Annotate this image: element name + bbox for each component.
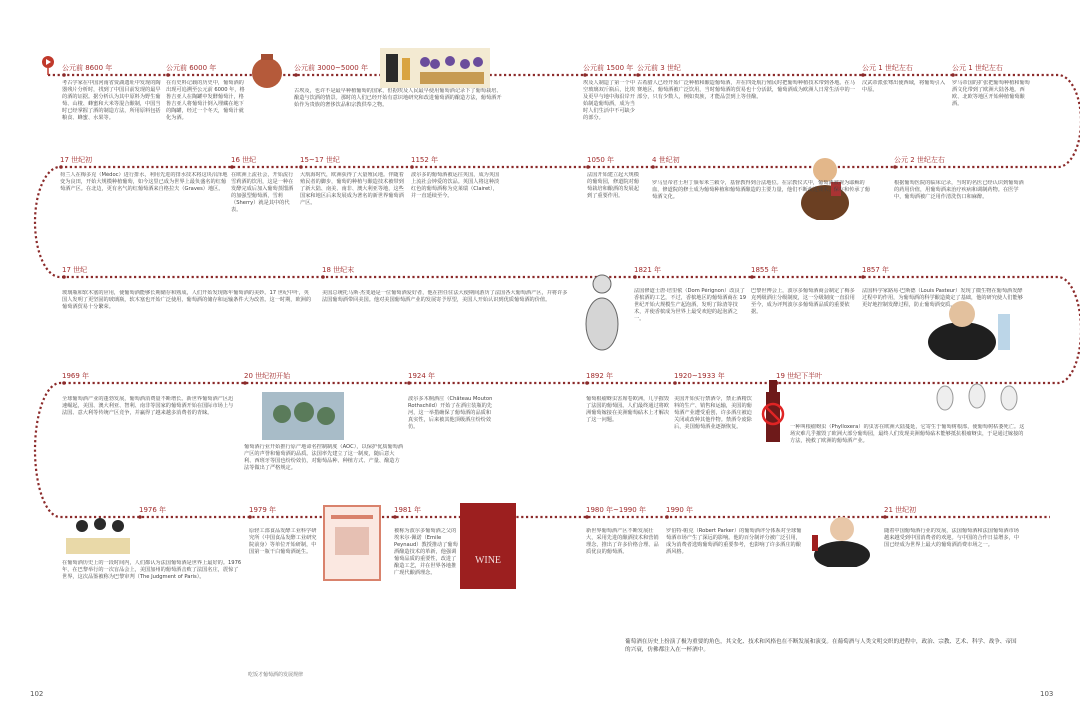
- phylloxera-insect-icon: [925, 372, 1025, 422]
- event-label: 1990 年: [666, 506, 694, 514]
- event-label: 1980 年~1990 年: [586, 506, 646, 514]
- event-text: 随着中国葡萄酒行业的发展，法国葡萄酒和法国葡萄酒市场越来越受到中国消费者的欢迎。与中国的合作日益增多，中国已经成为世界上最大的葡萄酒消费市场之一。: [884, 528, 1019, 548]
- event-text: 大航海时代，欧洲获得了大量殖民地。伴随着殖民者的脚步，葡萄的种植与酿造技术被带到了新大陆、南美、南非、澳大利亚等地，这些国家和地区后来发展成为著名的新世界葡萄酒产区。: [300, 172, 404, 206]
- event-text: 波尔多木桐酒庄（Château Mouton Rothschild）开始了在酒庄装瓶的先河，这一举措确保了葡萄酒的品质和真实性，后来被其他顶级酒庄纷纷效仿。: [408, 396, 493, 430]
- page-number-left: 102: [30, 690, 44, 698]
- event-text: 古埃及，也许不是最早种植葡萄的国家，但据埃及人民最早使用葡萄酒记录下了葡萄栽培、酿造与饮酒的情景。那时的人们已经开始有意识地研究和改进葡萄酒的酿造方法，葡萄酒开始作为贵族的奢侈饮品和宗教供奉之物。: [294, 88, 502, 108]
- event-text: 一种叫根瘤蚜虫（Phylloxera）的虫害在欧洲大陆蔓延，它寄生于葡萄树根部，使葡萄树枯萎死亡。这场灾难几乎摧毁了欧洲大部分葡萄园，最终人们发现美洲葡萄砧木能够抵抗根瘤蚜虫，于是通过嫁接的方法，挽救了欧洲的葡萄酒产业。: [790, 424, 1025, 444]
- event-label: 1969 年: [62, 372, 90, 380]
- event-text: 美国总统托马斯·杰斐逊是一位葡萄酒爱好者，他在担任驻法大使期间游历了法国各大葡萄酒产区，并将许多法国葡萄酒带回美国。他对美国葡萄酒产业的发展寄予厚望，美国人开始认识到优质葡萄酒的价值。: [322, 290, 568, 303]
- event-label: 1152 年: [411, 156, 439, 164]
- event-text: 在有史料记载的历史中，葡萄酒的出现可追溯至公元前 6000 年，格鲁吉亚人在陶罐中发酵葡萄汁，格鲁吉亚人将葡萄汁倒入埋藏在地下的陶罐，经过一个冬天，葡萄汁就化为酒。: [166, 80, 245, 121]
- event-text: 罗马皇帝君士坦丁颁布米兰敕令，基督教得到合法地位。在宗教仪式中，葡萄酒被视为耶稣的血，修道院的修士成为葡萄种植和葡萄酒酿造的主要力量，他们不断改进技术，保存和传承了葡萄酒文化。: [652, 180, 870, 200]
- page-number-right: 103: [1040, 690, 1054, 698]
- event-text: 被称为波尔多葡萄酒之父的埃米尔·佩诺（Emile Peynaud）教授推动了葡萄酒酿造技术的革新，他强调葡萄品质的重要性，改进了酿造工艺，并在世界各地推广现代酿酒理念。: [394, 528, 458, 576]
- event-text: 美国开始实行禁酒令，禁止酒精饮料的生产、销售和运输，美国的葡萄酒产业遭受重创，许多酒庄被迫关闭或改种其他作物。禁酒令废除后，美国葡萄酒业逐渐恢复。: [674, 396, 752, 430]
- event-label: 1981 年: [394, 506, 422, 514]
- event-label: 1855 年: [751, 266, 779, 274]
- event-label: 公元 1 世纪左右: [862, 64, 913, 72]
- event-label: 1924 年: [408, 372, 436, 380]
- event-label: 公元 1 世纪左右: [952, 64, 1003, 72]
- event-text: 根据葡萄医院的临床记录，当时的名医已经认识到葡萄酒的药用价值，用葡萄酒来治疗疾病和调制药物。在医学中，葡萄酒被广泛用作清洗伤口和麻醉。: [894, 180, 1024, 200]
- event-text: 在葡萄酒历史上的一段时间内，人们都认为法国葡萄酒是世界上最好的。1976 年，在巴黎举行的一次盲品会上，美国加州的葡萄酒击败了法国名庄，震惊了世界，这次品鉴被称为巴黎审判（The Judgment of Paris）。: [62, 560, 242, 580]
- event-label: 公元 2 世纪左右: [894, 156, 945, 164]
- winemaker-portrait-icon: [808, 505, 874, 567]
- event-label: 4 世纪初: [652, 156, 680, 164]
- event-text: 埃及人制造了第一个中空玻璃双斤瓶后，比埃及更早与地中海沿岸开始制造葡萄酒，成为当时人们生活中不可缺少的部分。: [583, 80, 635, 121]
- event-label: 公元前 8600 年: [62, 64, 113, 72]
- figure-caption: 吃饭才葡萄酒的发展规律: [248, 672, 304, 678]
- event-label: 1857 年: [862, 266, 890, 274]
- event-label: 16 世纪: [231, 156, 257, 164]
- prohibition-bottle-icon: [758, 378, 788, 444]
- closing-summary: 葡萄酒在历史上扮演了极为重要的角色，其文化、技术和风格也在不断发展和演变。在葡萄酒与人类文明交织的进程中，政治、宗教、艺术、科学、战争、帝国的兴衰，仿佛都注入在一杯酒中。: [625, 639, 1017, 653]
- vineyard-illustration-icon: [262, 392, 344, 440]
- event-label: 1821 年: [634, 266, 662, 274]
- paris-tasting-illustration-icon: [66, 510, 130, 556]
- event-label: 公元前 6000 年: [166, 64, 217, 72]
- svg-text:WINE: WINE: [474, 555, 502, 566]
- event-label: 1979 年: [249, 506, 277, 514]
- event-text: 法国修道士唐·培里侬（Dom Pérignon）改良了香槟酒的工艺，不过，香槟地区的葡萄酒商在 19 世纪开始大规模生产起泡酒，发明了除渣等技术，并使香槟成为世界上最受欢迎的起泡酒之一。: [634, 288, 746, 322]
- event-text: 巴黎世博会上，波尔多葡萄酒商会制定了梅多克列级酒庄分级制度，这一分级制度一直沿用至今，成为评判波尔多葡萄酒品质的重要依据。: [751, 288, 855, 315]
- event-text: 原轻工部食品发酵工业科学研究所（中国食品发酵工业研究院前身）等单位开始研制，中国第一瓶干白葡萄酒诞生。: [249, 528, 317, 555]
- event-text: 新世界葡萄酒产区不断发展壮大，采用先进的酿酒技术和营销理念，推出了许多价格合理、品质优良的葡萄酒。: [586, 528, 659, 555]
- event-label: 17 世纪: [62, 266, 88, 274]
- event-text: 罗马帝国的扩张把葡萄种植和葡萄酒文化带到了欧洲大陆各地。西欧、北欧等地区开始种植葡萄酿酒。: [952, 80, 1030, 107]
- event-text: 荷兰人在梅多克（Médoc）进行排水，利用先进的排水技术将这块沼泽地变为良田，开始大规模种植葡萄，如今这里已成为世界上最负盛名的红葡萄酒产区。在北边，更有名气的红葡萄酒来自格拉夫（Graves）地区。: [60, 172, 228, 192]
- clay-jar-icon: [248, 52, 286, 90]
- certificate-icon: [323, 505, 381, 581]
- event-label: 17 世纪初: [60, 156, 93, 164]
- event-label: 1976 年: [139, 506, 167, 514]
- event-text: 葡萄根瘤蚜虫害席卷欧洲，几乎摧毁了法国的葡萄园。人们最终通过将欧洲葡萄嫁接在美洲葡萄砧木上才解决了这一问题。: [586, 396, 670, 423]
- event-label: 20 世纪初开始: [244, 372, 291, 380]
- event-text: 汉武帝派张骞出使西域，将葡萄引入中原。: [862, 80, 946, 93]
- event-text: 波尔多的葡萄酒被运往英国，成为英国上流社会钟爱的饮品。英国人将这种淡红色的葡萄酒称为克莱瑞（Clairet），并一直延续至今。: [411, 172, 500, 199]
- event-text: 考古学家在中国河南省贾湖遗址中发现的陶器残片分析时，找到了中国目前发现的最早的酒的证据。据分析认为其中原料为野生葡萄、山楂、蜂蜜和大米等混合酿制，中国当时已经掌握了酒的制造方法，所用原料包括粮食、蜂蜜、水果等。: [62, 80, 161, 121]
- egyptian-mural-icon: [380, 48, 490, 88]
- event-label: 1050 年: [587, 156, 615, 164]
- dom-perignon-figure-icon: [580, 268, 624, 352]
- event-label: 1892 年: [586, 372, 614, 380]
- event-label: 18 世纪末: [322, 266, 355, 274]
- event-label: 21 世纪初: [884, 506, 917, 514]
- event-text: 在欧洲上流社会，开始流行雪莉酒的饮用，这是一种在发酵完成后加入葡萄蒸馏酒的加强型葡萄酒，雪莉（Sherry）就是其中的代表。: [231, 172, 294, 213]
- event-label: 15~17 世纪: [300, 156, 340, 164]
- event-text: 古希腊人已经开始广泛种植和酿造葡萄酒，并在四处航行殖民时把葡萄种植技术带到各地。在马赛地区，葡萄酒被广泛饮用，当时葡萄酒的贸易也十分活跃，葡萄酒成为欧洲人日常生活中的一部分，只有少数人，例如贵族，才能品尝到上等佳酿。: [637, 80, 855, 100]
- event-label: 19 世纪下半叶: [776, 372, 823, 380]
- event-text: 全球葡萄酒产业的蓬勃发展，葡萄酒消费量不断增长。新世界葡萄酒产区迅速崛起，美国、澳大利亚、智利、南非等国家的葡萄酒开始在国际市场上与法国、意大利等传统产区竞争，并赢得了越来越多消费者的青睐。: [62, 396, 234, 416]
- event-text: 罗伯特·帕克（Robert Parker）的葡萄酒评分体系对全球葡萄酒市场产生了深远的影响。他的百分制评分被广泛引用，成为消费者选购葡萄酒的重要参考，也影响了许多酒庄的酿酒风格。: [666, 528, 802, 555]
- wine-book-cover-icon: [460, 503, 516, 589]
- event-text: 法国科学家路易·巴斯德（Louis Pasteur）发现了微生物在葡萄酒发酵过程中的作用，为葡萄酒的科学酿造奠定了基础，他的研究使人们能够更好地控制发酵过程，防止葡萄酒变质。: [862, 288, 1023, 308]
- event-text: 法国开始建立起大规模的葡萄园，修道院对葡萄栽培和酿酒的发展起到了重要作用。: [587, 172, 639, 199]
- event-text: 葡萄酒行业开始推行原产地命名控制制度（AOC），以保护优质葡萄酒产区的声誉和葡萄酒的品质。法国率先建立了这一制度，随后意大利、西班牙等国也纷纷效仿，对葡萄品种、种植方式、产量、酿造方法等做出了严格规定。: [244, 444, 404, 471]
- event-label: 公元前 3 世纪: [637, 64, 681, 72]
- event-text: 玻璃瓶和软木塞的应用，使葡萄酒能够长期储存和熟成，人们开始发现陈年葡萄酒的美妙。17 世纪中叶，英国人发明了更坚固的玻璃瓶，软木塞也开始广泛使用，葡萄酒的储存和运输条件大为改善。这一时期，欧洲的葡萄酒贸易十分繁荣。: [62, 290, 312, 310]
- event-label: 公元前 1500 年: [583, 64, 634, 72]
- event-label: 公元前 3000~5000 年: [294, 64, 368, 72]
- event-label: 1920~1933 年: [674, 372, 725, 380]
